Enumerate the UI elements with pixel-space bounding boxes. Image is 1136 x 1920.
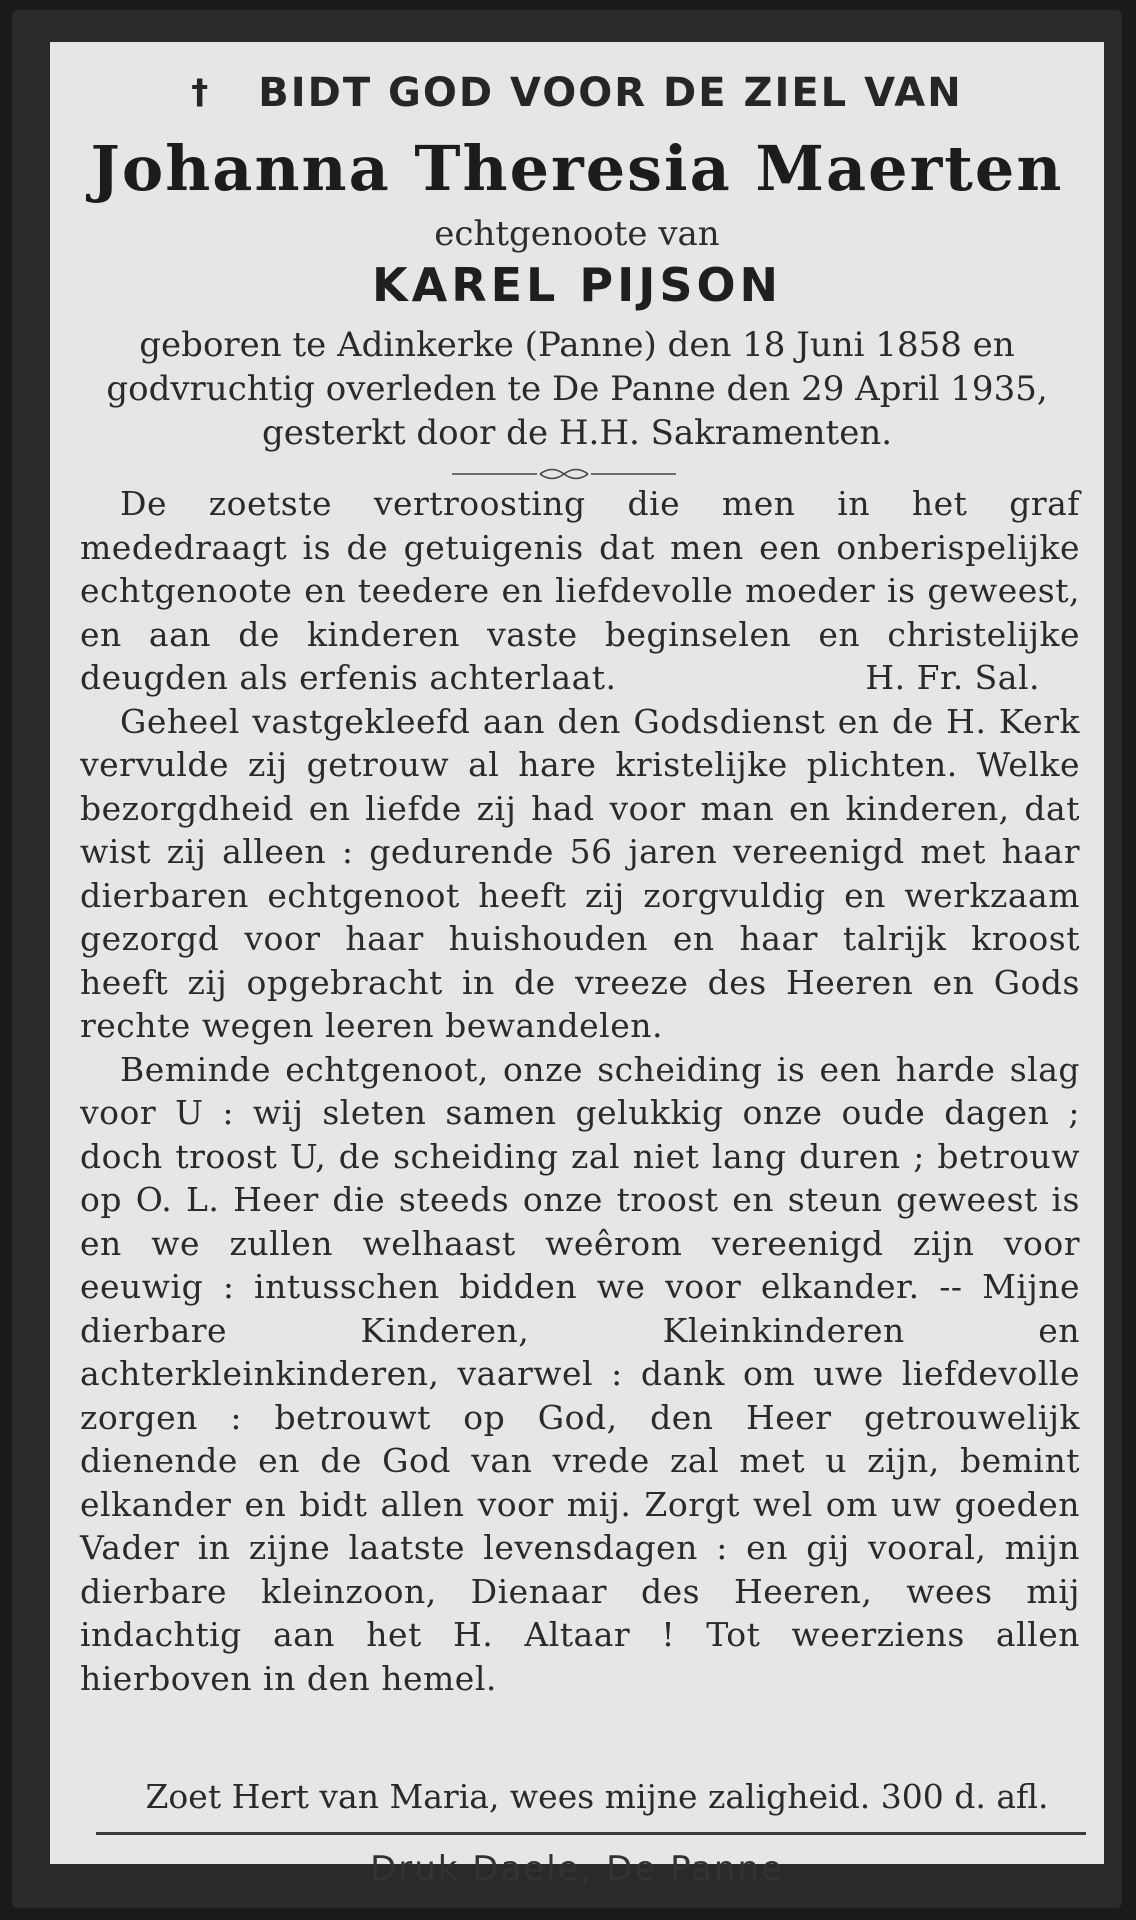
spouse-intro: echtgenoote van xyxy=(434,214,720,254)
prayer-heading xyxy=(50,70,1104,116)
death-line: godvruchtig overleden te De Panne den 29 April 1935, xyxy=(106,369,1048,409)
life-paragraph: Geheel vastgekleefd aan den Godsdienst en de H. Kerk vervulde zij getrouw al hare kristelijke plichten. Welke bezorgdheid en liefde zij had voor man en kinderen, dat wist zij alleen : gedurende 56 jaren vereenigd met haar dierbaren echtgenoot heeft zij zorgvuldig en werkzaam gezorgd voor haar huishouden en haar talrijk kroost heeft zij opgebracht in de vreeze des Heeren en Gods rechte wegen leeren bewandelen. xyxy=(80,701,1080,1045)
card-text xyxy=(80,482,1080,1700)
memorial-card xyxy=(50,42,1104,1889)
birth-line: geboren te Adinkerke (Panne) den 18 Juni 1858 en xyxy=(139,325,1015,365)
prayer-text: BIDT GOD VOOR DE ZIEL VAN xyxy=(258,70,963,116)
cross-icon: † xyxy=(191,72,211,112)
sacrament-line: gesterkt door de H.H. Sakramenten. xyxy=(261,413,893,453)
quote-paragraph xyxy=(80,482,1080,700)
footer-rule xyxy=(96,1832,1086,1835)
quote-author: H. Fr. Sal. xyxy=(865,658,1040,697)
quote-text: De zoetste vertroosting die men in het graf mededraagt is de getuigenis dat men een onberispelijke echtgenoote en teedere en liefdevolle moeder is geweest, en aan de kinderen vaste beginselen en christelijke deugden als erfenis achterlaat. xyxy=(80,484,1080,697)
invocation-line: Zoet Hert van Maria, wees mijne zaligheid. 300 d. afl. xyxy=(145,1777,1049,1816)
spouse-name: KAREL PIJSON xyxy=(371,258,783,312)
deceased-name: Johanna Theresia Maerten xyxy=(90,132,1064,205)
farewell-paragraph: Beminde echtgenoot, onze scheiding is een harde slag voor U : wij sleten samen gelukkig onze oude dagen ; doch troost U, de scheiding zal niet lang duren ; betrouw op O. L. Heer die steeds onze troost en steun geweest is en we zullen welhaast weêrom vereenigd zijn voor eeuwig : intusschen bidden we voor elkander. -- Mijne dierbare Kinderen, Kleinkinderen en achterkleinkinderen, vaarwel : dank om uwe liefdevolle zorgen : betrouwt op God, den Heer getrouwelijk dienende en de God van vrede zal met u zijn, bemint elkander en bidt allen voor mij. Zorgt wel om uw goeden Vader in zijne laatste levensdagen : en gij vooral, mijn dierbare kleinzoon, Dienaar des Heeren, wees mij indachtig aan het H. Altaar ! Tot weerziens allen hierboven in den hemel. xyxy=(80,1049,1080,1698)
printer-credit: Druk Daele, De Panne xyxy=(370,1849,784,1889)
ornament-divider xyxy=(452,467,676,481)
